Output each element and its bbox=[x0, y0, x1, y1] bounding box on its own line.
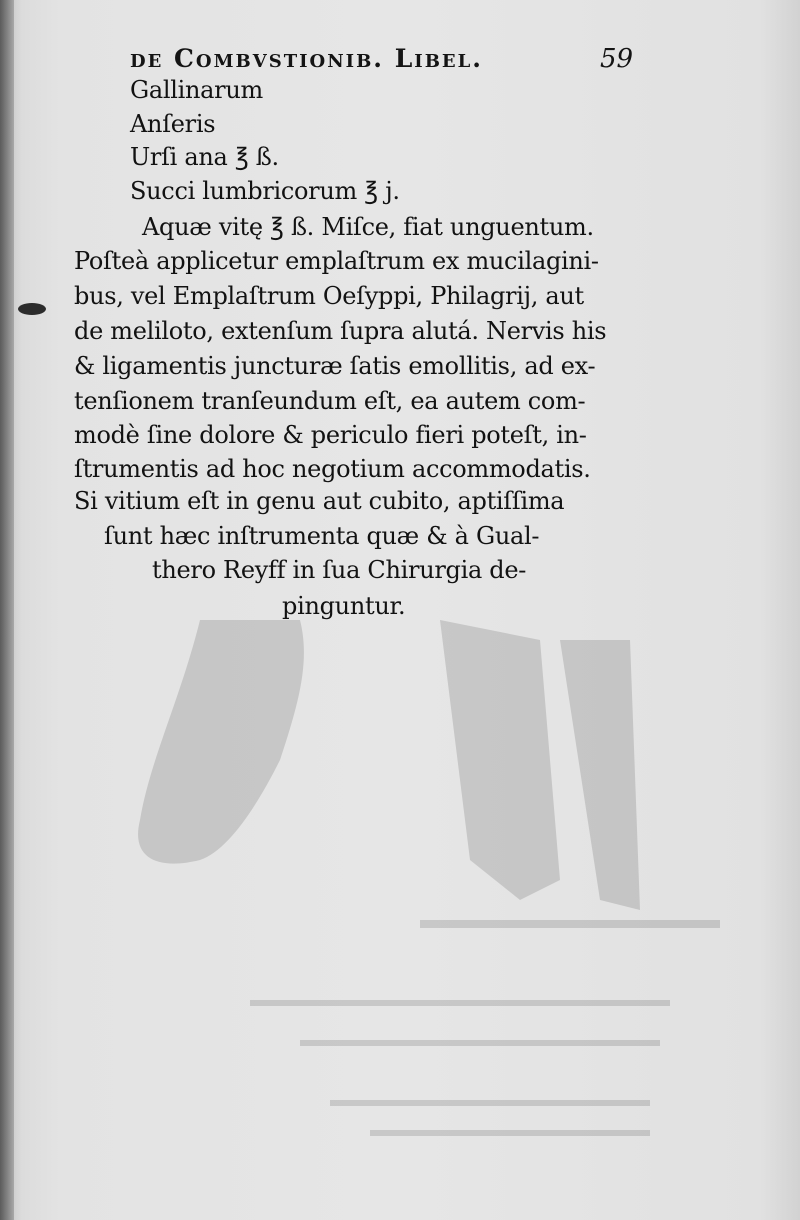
text-line: Aquæ vitę ℥ ß. Miſce, fiat unguentum. bbox=[142, 213, 594, 241]
text-line: Gallinarum bbox=[130, 76, 263, 104]
text-line: Poſteà applicetur emplaſtrum ex mucilagini- bbox=[74, 247, 599, 275]
text-line: modè ſine dolore & periculo fieri poteſt, in- bbox=[74, 421, 587, 449]
text-line: Anſeris bbox=[130, 110, 216, 138]
text-line: pinguntur. bbox=[282, 592, 406, 620]
running-head: de Combvstionib. Libel. bbox=[130, 44, 483, 73]
page-number: 59 bbox=[600, 44, 634, 74]
text-line: ſtrumentis ad hoc negotium accommodatis. bbox=[74, 455, 591, 483]
text-line: thero Reyff in ſua Chirurgia de- bbox=[152, 556, 527, 584]
text-line: tenſionem tranſeundum eſt, ea autem com- bbox=[74, 387, 586, 415]
text-line: ſunt hæc inſtrumenta quæ & à Gual- bbox=[104, 522, 540, 550]
text-line: Si vitium eſt in genu aut cubito, aptiſſima bbox=[74, 487, 565, 515]
text-line: & ligamentis juncturæ ſatis emollitis, ad ex- bbox=[74, 352, 596, 380]
text-line: Succi lumbricorum ℥ j. bbox=[130, 177, 400, 205]
text-line: Urſi ana ℥ ß. bbox=[130, 143, 279, 171]
ink-stain bbox=[18, 303, 46, 315]
text-line: de meliloto, extenſum ſupra alutá. Nervis his bbox=[74, 317, 607, 345]
text-line: bus, vel Emplaſtrum Oeſyppi, Philagrij, aut bbox=[74, 282, 584, 310]
